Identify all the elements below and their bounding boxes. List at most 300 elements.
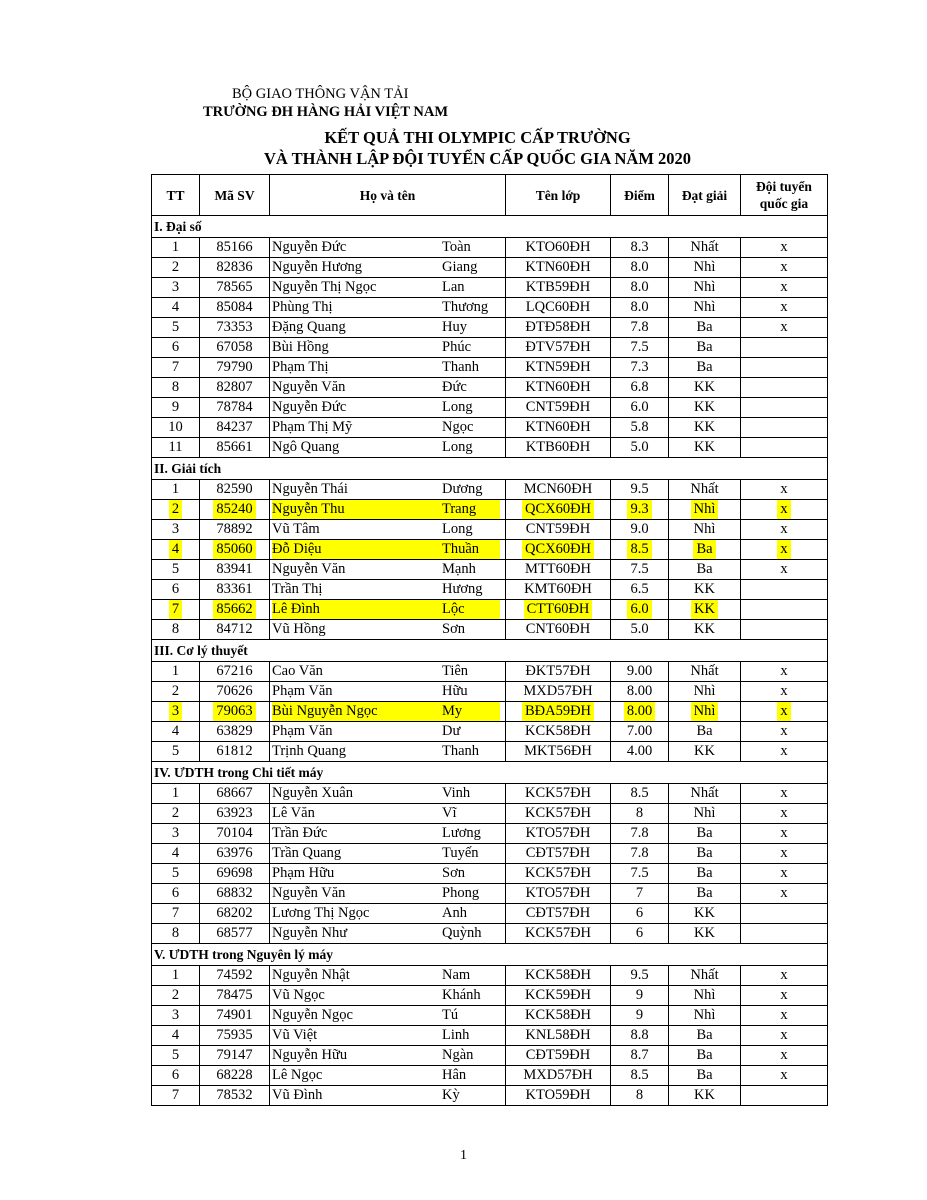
table-row — [152, 418, 828, 438]
class-code-cell — [506, 1046, 611, 1066]
national-team-mark-cell — [741, 418, 828, 438]
student-id-cell — [200, 398, 270, 418]
class-code-cell — [506, 438, 611, 458]
family-middle-name: Trần Đức — [272, 825, 328, 841]
score: 6 — [635, 925, 644, 941]
col-header-ten-lop: Tên lớp — [506, 175, 611, 216]
score-cell — [611, 278, 669, 298]
table-row — [152, 318, 828, 338]
score: 8.00 — [624, 702, 655, 721]
national-team-mark: x — [780, 967, 788, 983]
document-subtitle: VÀ THÀNH LẬP ĐỘI TUYỂN CẤP QUỐC GIA NĂM 2020 — [263, 149, 692, 168]
student-id: 85240 — [213, 500, 255, 519]
student-id: 82590 — [216, 481, 253, 497]
score: 6.5 — [630, 581, 649, 597]
table-row — [152, 480, 828, 500]
class-code-cell — [506, 722, 611, 742]
student-id-cell — [200, 560, 270, 580]
student-name-cell — [270, 804, 506, 824]
student-id-cell — [200, 722, 270, 742]
national-team-mark: x — [780, 481, 788, 497]
national-team-mark-cell — [741, 378, 828, 398]
table-row — [152, 986, 828, 1006]
score: 6.0 — [627, 600, 651, 619]
section-title: I. Đại số — [152, 216, 828, 238]
national-team-mark-cell — [741, 844, 828, 864]
national-team-mark: x — [777, 540, 790, 559]
class-code: MXD57ĐH — [523, 1067, 593, 1083]
award-cell — [669, 662, 741, 682]
family-middle-name: Nguyễn Như — [272, 925, 348, 941]
student-id: 70626 — [216, 683, 253, 699]
student-name-cell — [270, 298, 506, 318]
award-cell — [669, 966, 741, 986]
family-middle-name: Vũ Hồng — [272, 621, 326, 637]
family-middle-name: Cao Văn — [272, 663, 323, 679]
family-middle-name: Phạm Thị Mỹ — [272, 419, 353, 435]
family-middle-name: Vũ Tâm — [272, 521, 320, 537]
student-id-cell — [200, 540, 270, 560]
family-middle-name: Phạm Văn — [272, 723, 333, 739]
class-code-cell — [506, 742, 611, 762]
national-team-mark-cell — [741, 864, 828, 884]
score: 6.0 — [630, 399, 649, 415]
score: 9 — [635, 987, 644, 1003]
tt: 4 — [171, 299, 180, 315]
tt-cell — [152, 1006, 200, 1026]
given-name: Hương — [442, 581, 483, 597]
class-code: MCN60ĐH — [523, 481, 593, 497]
award-cell — [669, 520, 741, 540]
student-name — [272, 844, 505, 863]
tt: 11 — [168, 439, 183, 455]
score: 4.00 — [626, 743, 653, 759]
student-name — [272, 318, 505, 337]
tt: 8 — [171, 379, 180, 395]
score-cell — [611, 804, 669, 824]
table-row — [152, 702, 828, 722]
class-code: ĐTĐ58ĐH — [525, 319, 591, 335]
score: 5.8 — [630, 419, 649, 435]
score-cell — [611, 238, 669, 258]
award-cell — [669, 844, 741, 864]
tt-cell — [152, 702, 200, 722]
student-name — [272, 682, 505, 701]
class-code: KNL58ĐH — [525, 1027, 591, 1043]
student-name — [272, 238, 505, 257]
class-code: KTN60ĐH — [525, 419, 591, 435]
score-cell — [611, 986, 669, 1006]
student-id: 67216 — [216, 663, 253, 679]
given-name: Sơn — [442, 865, 465, 881]
class-code: KTB59ĐH — [525, 279, 591, 295]
score: 8.5 — [627, 540, 651, 559]
class-code-cell — [506, 338, 611, 358]
student-name-cell — [270, 784, 506, 804]
student-name-cell — [270, 966, 506, 986]
student-name — [272, 824, 505, 843]
student-name-cell — [270, 1046, 506, 1066]
table-row — [152, 904, 828, 924]
class-code: ĐTV57ĐH — [525, 339, 591, 355]
award-cell — [669, 784, 741, 804]
student-name-cell — [270, 560, 506, 580]
award: KK — [694, 925, 715, 941]
tt-cell — [152, 1086, 200, 1106]
table-row — [152, 540, 828, 560]
national-team-mark: x — [780, 825, 788, 841]
given-name: Anh — [442, 905, 467, 921]
table-row — [152, 520, 828, 540]
class-code: KCK59ĐH — [524, 987, 592, 1003]
class-code: CNT59ĐH — [525, 399, 591, 415]
table-row — [152, 258, 828, 278]
award-cell — [669, 378, 741, 398]
family-middle-name: Ngô Quang — [272, 439, 340, 455]
tt: 6 — [171, 339, 180, 355]
national-team-mark-cell — [741, 298, 828, 318]
national-team-mark-cell — [741, 358, 828, 378]
student-name — [272, 966, 505, 985]
given-name: Mạnh — [442, 561, 476, 577]
family-middle-name: Nguyễn Thái — [272, 481, 348, 497]
national-team-mark-cell — [741, 580, 828, 600]
table-body — [152, 216, 828, 1106]
family-middle-name: Trần Quang — [272, 845, 342, 861]
student-id: 85166 — [216, 239, 253, 255]
class-code: MXD57ĐH — [523, 683, 593, 699]
class-code: KTN60ĐH — [525, 259, 591, 275]
score-cell — [611, 1066, 669, 1086]
student-id: 85084 — [216, 299, 253, 315]
student-name — [272, 278, 505, 297]
student-id-cell — [200, 864, 270, 884]
student-name-cell — [270, 278, 506, 298]
score: 7.8 — [630, 825, 649, 841]
national-team-mark-cell — [741, 438, 828, 458]
class-code: CĐT59ĐH — [525, 1047, 591, 1063]
score-cell — [611, 480, 669, 500]
student-id: 68832 — [216, 885, 253, 901]
national-team-mark-cell — [741, 600, 828, 620]
student-id-cell — [200, 702, 270, 722]
family-middle-name: Trịnh Quang — [272, 743, 346, 759]
class-code-cell — [506, 1026, 611, 1046]
student-name — [272, 662, 505, 681]
student-id-cell — [200, 742, 270, 762]
score-cell — [611, 520, 669, 540]
national-team-mark: x — [780, 299, 788, 315]
class-code-cell — [506, 560, 611, 580]
student-id: 69698 — [216, 865, 253, 881]
award: KK — [694, 439, 715, 455]
given-name: Khánh — [442, 987, 481, 1003]
class-code: KTB60ĐH — [525, 439, 591, 455]
award-cell — [669, 238, 741, 258]
tt: 1 — [171, 481, 180, 497]
tt-cell — [152, 682, 200, 702]
table-row — [152, 238, 828, 258]
student-id-cell — [200, 298, 270, 318]
class-code-cell — [506, 662, 611, 682]
student-id-cell — [200, 278, 270, 298]
class-code: KMT60ĐH — [524, 581, 592, 597]
tt-cell — [152, 500, 200, 520]
col-header-ma-sv: Mã SV — [200, 175, 270, 216]
student-id-cell — [200, 520, 270, 540]
table-row — [152, 1066, 828, 1086]
score: 8 — [635, 805, 644, 821]
tt: 6 — [171, 1067, 180, 1083]
award-cell — [669, 1006, 741, 1026]
class-code-cell — [506, 540, 611, 560]
student-name — [272, 480, 505, 499]
tt-cell — [152, 398, 200, 418]
tt: 10 — [168, 419, 183, 435]
student-id-cell — [200, 258, 270, 278]
tt-cell — [152, 824, 200, 844]
score: 5.0 — [630, 439, 649, 455]
table-row — [152, 298, 828, 318]
student-name-cell — [270, 580, 506, 600]
student-name-cell — [270, 824, 506, 844]
student-name-cell — [270, 480, 506, 500]
student-id: 68667 — [216, 785, 253, 801]
student-id: 74901 — [216, 1007, 253, 1023]
table-row — [152, 1086, 828, 1106]
score-cell — [611, 418, 669, 438]
class-code: LQC60ĐH — [525, 299, 591, 315]
award: Ba — [696, 723, 713, 739]
award: Nhì — [693, 299, 716, 315]
tt-cell — [152, 378, 200, 398]
score: 8.7 — [630, 1047, 649, 1063]
class-code-cell — [506, 318, 611, 338]
family-middle-name: Phạm Hữu — [272, 865, 335, 881]
table-row — [152, 338, 828, 358]
award-cell — [669, 682, 741, 702]
student-id: 68202 — [216, 905, 253, 921]
national-team-mark: x — [780, 785, 788, 801]
national-team-mark-cell — [741, 1006, 828, 1026]
student-id-cell — [200, 580, 270, 600]
award: KK — [694, 621, 715, 637]
award-cell — [669, 864, 741, 884]
tt: 5 — [171, 743, 180, 759]
tt: 4 — [169, 540, 182, 559]
student-name-cell — [270, 418, 506, 438]
award-cell — [669, 540, 741, 560]
student-id: 85060 — [213, 540, 255, 559]
student-name-cell — [270, 438, 506, 458]
student-name — [272, 338, 505, 357]
national-team-mark-cell — [741, 520, 828, 540]
student-name — [272, 986, 505, 1005]
class-code-cell — [506, 600, 611, 620]
award: Nhì — [693, 279, 716, 295]
student-name-cell — [270, 338, 506, 358]
tt: 3 — [171, 1007, 180, 1023]
score: 7.00 — [626, 723, 653, 739]
student-name — [272, 804, 505, 823]
student-name — [272, 864, 505, 883]
given-name: Lương — [442, 825, 481, 841]
score: 9.0 — [630, 521, 649, 537]
national-team-mark-cell — [741, 884, 828, 904]
given-name: Thanh — [442, 359, 480, 375]
tt-cell — [152, 338, 200, 358]
student-id-cell — [200, 620, 270, 640]
tt-cell — [152, 620, 200, 640]
score: 7.8 — [630, 319, 649, 335]
class-code: KCK58ĐH — [524, 1007, 592, 1023]
student-id: 78532 — [216, 1087, 253, 1103]
results-table — [151, 174, 828, 1106]
national-team-mark-cell — [741, 398, 828, 418]
award: KK — [694, 379, 715, 395]
student-id: 85662 — [213, 600, 255, 619]
class-code-cell — [506, 966, 611, 986]
class-code: BĐA59ĐH — [522, 702, 594, 721]
col-header-dat-giai: Đạt giải — [669, 175, 741, 216]
table-row — [152, 966, 828, 986]
given-name: Thương — [442, 299, 489, 315]
score-cell — [611, 338, 669, 358]
student-id: 84712 — [216, 621, 253, 637]
family-middle-name: Đỗ Diệu — [272, 541, 322, 557]
student-id: 78565 — [216, 279, 253, 295]
tt-cell — [152, 258, 200, 278]
student-name — [272, 520, 505, 539]
class-code-cell — [506, 620, 611, 640]
col-header-ho-ten: Họ và tên — [270, 175, 506, 216]
given-name: Hữu — [442, 683, 468, 699]
national-team-mark-cell — [741, 338, 828, 358]
given-name: Long — [442, 439, 473, 455]
tt: 2 — [171, 987, 180, 1003]
tt: 4 — [171, 723, 180, 739]
award: Ba — [696, 561, 713, 577]
tt-cell — [152, 722, 200, 742]
student-name-cell — [270, 318, 506, 338]
student-name — [272, 784, 505, 803]
table-row — [152, 1046, 828, 1066]
student-name-cell — [270, 722, 506, 742]
given-name: Trang — [442, 501, 477, 517]
award: Nhì — [693, 683, 716, 699]
given-name: Thuần — [442, 541, 480, 557]
award: Nhất — [690, 481, 719, 497]
award-cell — [669, 600, 741, 620]
award-cell — [669, 804, 741, 824]
class-code: CTT60ĐH — [524, 600, 593, 619]
family-middle-name: Nguyễn Nhật — [272, 967, 350, 983]
score: 8.0 — [630, 259, 649, 275]
document-title: KẾT QUẢ THI OLYMPIC CẤP TRƯỜNG — [324, 128, 631, 147]
table-row — [152, 1006, 828, 1026]
student-name — [272, 742, 505, 761]
given-name: Tiên — [442, 663, 469, 679]
score: 9.3 — [627, 500, 651, 519]
score: 7.5 — [630, 865, 649, 881]
given-name: Lộc — [442, 601, 465, 617]
student-id-cell — [200, 438, 270, 458]
award-cell — [669, 824, 741, 844]
award-cell — [669, 318, 741, 338]
student-name-cell — [270, 540, 506, 560]
award-cell — [669, 722, 741, 742]
student-name — [272, 924, 505, 943]
award-cell — [669, 500, 741, 520]
tt: 6 — [171, 885, 180, 901]
family-middle-name: Lê Đình — [272, 601, 320, 617]
student-id: 68228 — [216, 1067, 253, 1083]
student-name — [272, 1046, 505, 1065]
student-id-cell — [200, 378, 270, 398]
score: 9.5 — [630, 967, 649, 983]
table-row — [152, 662, 828, 682]
score-cell — [611, 824, 669, 844]
score: 8 — [635, 1087, 644, 1103]
class-code-cell — [506, 844, 611, 864]
given-name: Toàn — [442, 239, 471, 255]
tt: 7 — [171, 359, 180, 375]
table-row — [152, 824, 828, 844]
section-title: III. Cơ lý thuyết — [152, 640, 828, 662]
student-name — [272, 904, 505, 923]
class-code-cell — [506, 500, 611, 520]
given-name: Nam — [442, 967, 471, 983]
section-title: IV. ƯDTH trong Chi tiết máy — [152, 762, 828, 784]
student-id: 63976 — [216, 845, 253, 861]
section-title: V. ƯDTH trong Nguyên lý máy — [152, 944, 828, 966]
class-code: KCK58ĐH — [524, 967, 592, 983]
class-code-cell — [506, 784, 611, 804]
score: 9.00 — [626, 663, 653, 679]
award: KK — [694, 1087, 715, 1103]
student-id: 84237 — [216, 419, 253, 435]
national-team-mark: x — [780, 845, 788, 861]
student-name — [272, 702, 500, 721]
score-cell — [611, 1086, 669, 1106]
tt-cell — [152, 540, 200, 560]
student-name-cell — [270, 662, 506, 682]
class-code: CĐT57ĐH — [525, 905, 591, 921]
student-name-cell — [270, 600, 506, 620]
student-name — [272, 884, 505, 903]
tt: 5 — [171, 1047, 180, 1063]
tt-cell — [152, 1066, 200, 1086]
col-header-tt: TT — [152, 175, 200, 216]
student-name-cell — [270, 398, 506, 418]
student-name-cell — [270, 742, 506, 762]
tt-cell — [152, 844, 200, 864]
tt-cell — [152, 318, 200, 338]
class-code-cell — [506, 702, 611, 722]
student-id: 67058 — [216, 339, 253, 355]
class-code-cell — [506, 520, 611, 540]
tt-cell — [152, 864, 200, 884]
family-middle-name: Phùng Thị — [272, 299, 333, 315]
given-name: My — [442, 703, 463, 719]
national-team-mark-cell — [741, 318, 828, 338]
score-cell — [611, 620, 669, 640]
score: 8.5 — [630, 1067, 649, 1083]
family-middle-name: Nguyễn Văn — [272, 379, 346, 395]
student-id: 61812 — [216, 743, 253, 759]
student-id-cell — [200, 418, 270, 438]
award-cell — [669, 298, 741, 318]
